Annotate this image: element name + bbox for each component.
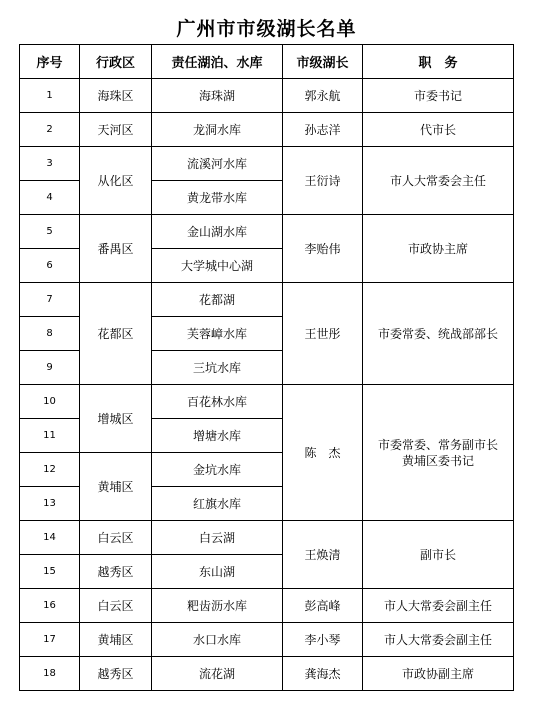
table-row bbox=[20, 113, 514, 147]
lake-chief-table bbox=[19, 44, 514, 691]
table-row bbox=[20, 283, 514, 317]
lake-cell: 流花湖 bbox=[152, 657, 283, 691]
district-cell: 海珠区 bbox=[80, 79, 152, 113]
position-cell: 市政协主席 bbox=[363, 215, 514, 283]
chief-cell: 郭永航 bbox=[283, 79, 363, 113]
table-row bbox=[20, 521, 514, 555]
lake-cell: 金坑水库 bbox=[152, 453, 283, 487]
row-number: 17 bbox=[20, 623, 80, 657]
row-number: 1 bbox=[20, 79, 80, 113]
chief-cell: 王焕清 bbox=[283, 521, 363, 589]
row-number: 6 bbox=[20, 249, 80, 283]
lake-cell: 三坑水库 bbox=[152, 351, 283, 385]
row-number: 15 bbox=[20, 555, 80, 589]
header-position: 职 务 bbox=[363, 45, 514, 79]
row-number: 5 bbox=[20, 215, 80, 249]
row-number: 8 bbox=[20, 317, 80, 351]
row-number: 12 bbox=[20, 453, 80, 487]
header-lake-chief: 市级湖长 bbox=[283, 45, 363, 79]
position-cell: 市人大常委会副主任 bbox=[363, 589, 514, 623]
row-number: 9 bbox=[20, 351, 80, 385]
row-number: 4 bbox=[20, 181, 80, 215]
row-number: 16 bbox=[20, 589, 80, 623]
district-cell: 从化区 bbox=[80, 147, 152, 215]
table-row bbox=[20, 657, 514, 691]
district-cell: 越秀区 bbox=[80, 657, 152, 691]
position-cell: 市人大常委会主任 bbox=[363, 147, 514, 215]
table-row bbox=[20, 589, 514, 623]
position-cell bbox=[363, 385, 514, 521]
district-cell: 番禺区 bbox=[80, 215, 152, 283]
position-cell: 市委常委、统战部部长 bbox=[363, 283, 514, 385]
chief-cell: 王衍诗 bbox=[283, 147, 363, 215]
chief-cell: 陈 杰 bbox=[283, 385, 363, 521]
district-cell: 白云区 bbox=[80, 589, 152, 623]
lake-cell: 海珠湖 bbox=[152, 79, 283, 113]
chief-cell: 彭高峰 bbox=[283, 589, 363, 623]
lake-cell: 花都湖 bbox=[152, 283, 283, 317]
lake-cell: 东山湖 bbox=[152, 555, 283, 589]
lake-cell: 粑齿沥水库 bbox=[152, 589, 283, 623]
row-number: 3 bbox=[20, 147, 80, 181]
lake-cell: 流溪河水库 bbox=[152, 147, 283, 181]
header-district: 行政区 bbox=[80, 45, 152, 79]
chief-cell: 李贻伟 bbox=[283, 215, 363, 283]
position-cell: 市委书记 bbox=[363, 79, 514, 113]
position-cell: 副市长 bbox=[363, 521, 514, 589]
position-cell: 市政协副主席 bbox=[363, 657, 514, 691]
chief-cell: 孙志洋 bbox=[283, 113, 363, 147]
table-row bbox=[20, 385, 514, 419]
position-line: 黄埔区委书记 bbox=[401, 453, 474, 468]
lake-cell: 百花林水库 bbox=[152, 385, 283, 419]
row-number: 18 bbox=[20, 657, 80, 691]
table-header-row bbox=[20, 45, 514, 79]
lake-cell: 白云湖 bbox=[152, 521, 283, 555]
lake-cell: 金山湖水库 bbox=[152, 215, 283, 249]
position-cell: 代市长 bbox=[363, 113, 514, 147]
row-number: 10 bbox=[20, 385, 80, 419]
lake-cell: 大学城中心湖 bbox=[152, 249, 283, 283]
table-row bbox=[20, 79, 514, 113]
row-number: 7 bbox=[20, 283, 80, 317]
header-serial-number: 序号 bbox=[20, 45, 80, 79]
row-number: 14 bbox=[20, 521, 80, 555]
district-cell: 花都区 bbox=[80, 283, 152, 385]
lake-cell: 黄龙带水库 bbox=[152, 181, 283, 215]
page-title: 广州市市级湖长名单 bbox=[176, 18, 357, 40]
chief-cell: 李小琴 bbox=[283, 623, 363, 657]
lake-cell: 龙洞水库 bbox=[152, 113, 283, 147]
district-cell: 黄埔区 bbox=[80, 623, 152, 657]
district-cell: 黄埔区 bbox=[80, 453, 152, 521]
district-cell: 白云区 bbox=[80, 521, 152, 555]
table-row bbox=[20, 215, 514, 249]
district-cell: 增城区 bbox=[80, 385, 152, 453]
row-number: 13 bbox=[20, 487, 80, 521]
chief-cell: 龚海杰 bbox=[283, 657, 363, 691]
position-cell: 市人大常委会副主任 bbox=[363, 623, 514, 657]
position-line: 市委常委、常务副市长 bbox=[377, 437, 498, 452]
table-row bbox=[20, 147, 514, 181]
lake-cell: 芙蓉嶂水库 bbox=[152, 317, 283, 351]
header-lake-reservoir: 责任湖泊、水库 bbox=[152, 45, 283, 79]
lake-cell: 水口水库 bbox=[152, 623, 283, 657]
chief-cell: 王世彤 bbox=[283, 283, 363, 385]
row-number: 2 bbox=[20, 113, 80, 147]
district-cell: 天河区 bbox=[80, 113, 152, 147]
district-cell: 越秀区 bbox=[80, 555, 152, 589]
lake-cell: 增塘水库 bbox=[152, 419, 283, 453]
row-number: 11 bbox=[20, 419, 80, 453]
lake-cell: 红旗水库 bbox=[152, 487, 283, 521]
table-row bbox=[20, 623, 514, 657]
